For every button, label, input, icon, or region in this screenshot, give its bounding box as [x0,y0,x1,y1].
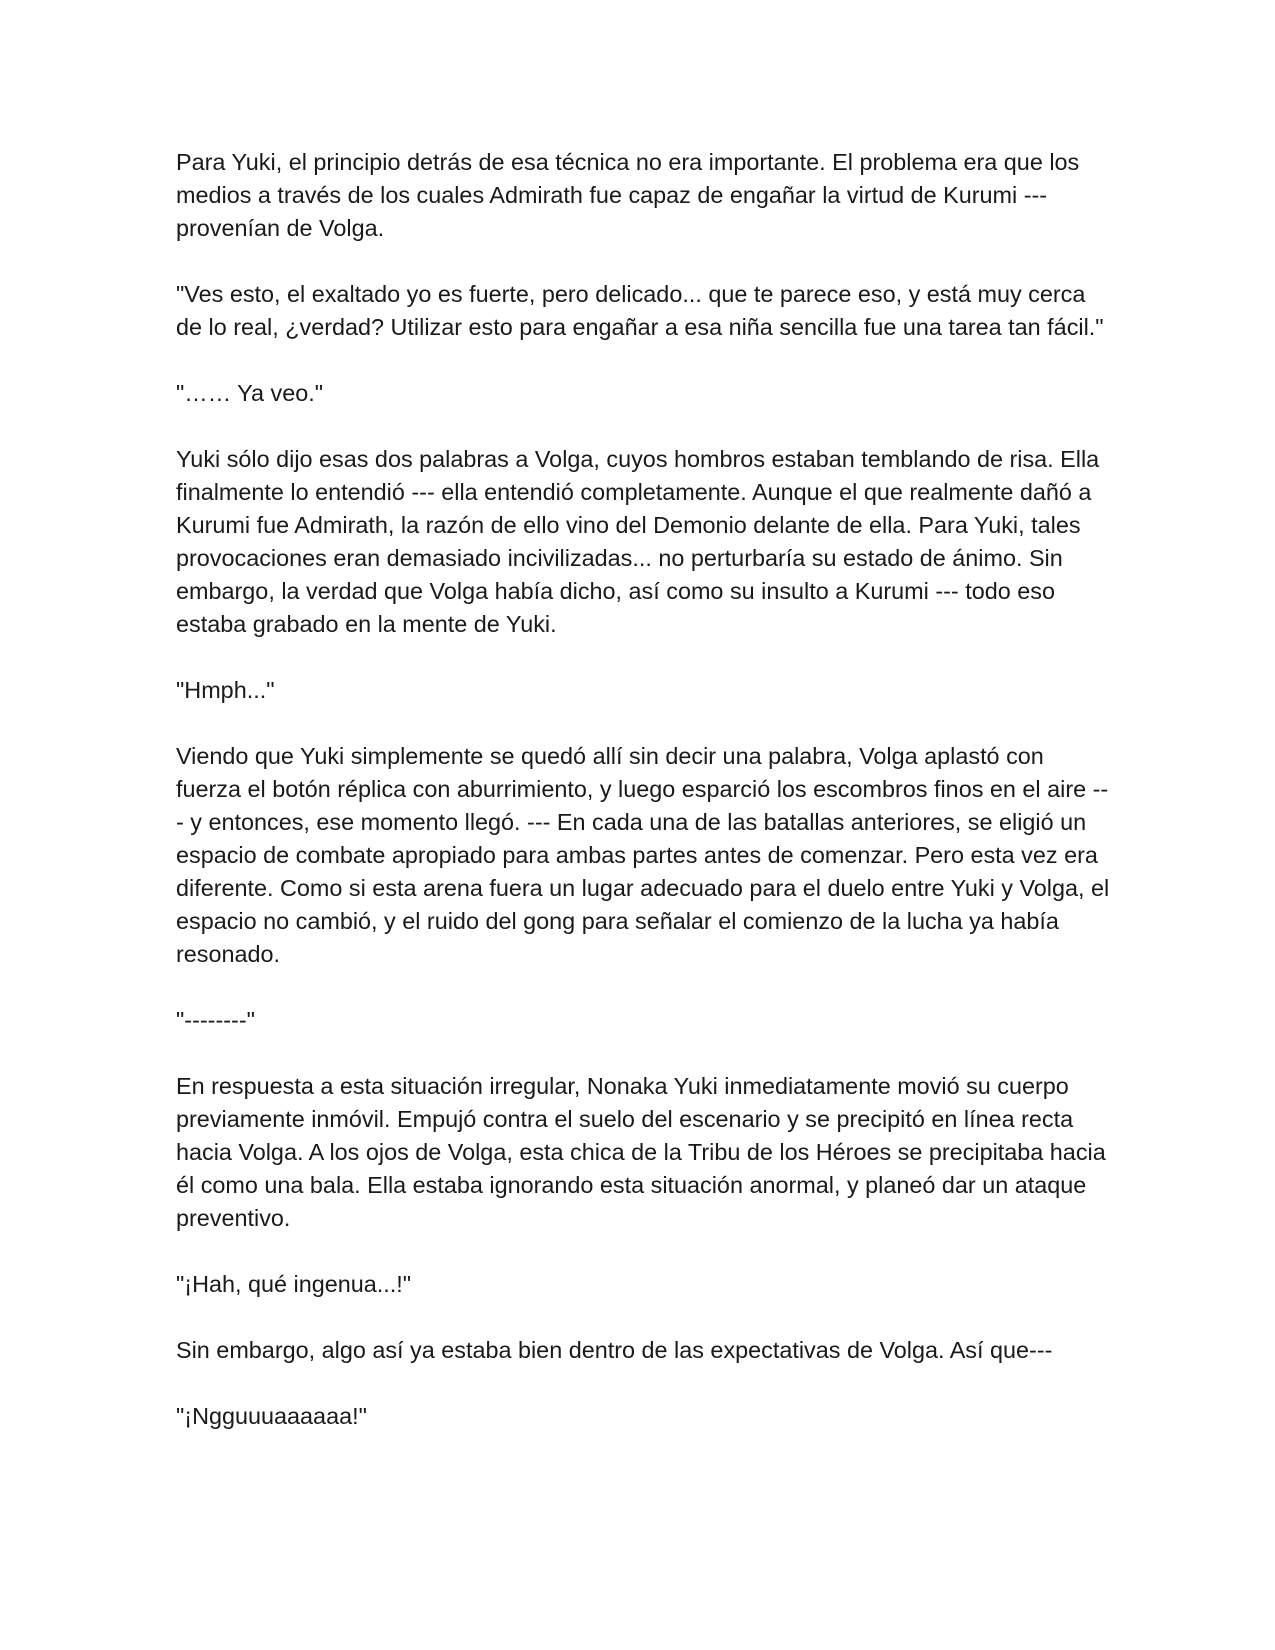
paragraph: "…… Ya veo." [176,380,324,406]
paragraph: "--------" [176,1007,255,1033]
paragraph: Yuki sólo dijo esas dos palabras a Volga, cuyos hombros estaban temblando de risa. Ella finalmente lo entendió --- ella entendió completamente. Aunque el que realmente dañó a Kurumi fue Admirath, la razón de ello vino del Demonio delante de ella. Para Yuki, tales provocaciones eran demasiado incivilizadas... no perturbaría su estado de ánimo. Sin embargo, la verdad que Volga había dicho, así como su insulto a Kurumi --- todo eso estaba grabado en la mente de Yuki. [176,446,1100,637]
paragraph: "¡Hah, qué ingenua...!" [176,1271,412,1297]
paragraph: Viendo que Yuki simplemente se quedó allí sin decir una palabra, Volga aplastó con fuerza el botón réplica con aburrimiento, y luego esparció los escombros finos en el aire --- y entonces, ese momento llegó. --- En cada una de las batallas anteriores, se eligió un espacio de combate apropiado para ambas partes antes de comenzar. Pero esta vez era diferente. Como si esta arena fuera un lugar adecuado para el duelo entre Yuki y Volga, el espacio no cambió, y el ruido del gong para señalar el comienzo de la lucha ya había resonado. [176,743,1110,967]
document-body [176,146,1111,1466]
paragraph: "Hmph..." [176,677,275,703]
paragraph: En respuesta a esta situación irregular, Nonaka Yuki inmediatamente movió su cuerpo previamente inmóvil. Empujó contra el suelo del escenario y se precipitó en línea recta hacia Volga. A los ojos de Volga, esta chica de la Tribu de los Héroes se precipitaba hacia él como una bala. Ella estaba ignorando esta situación anormal, y planeó dar un ataque preventivo. [176,1073,1106,1231]
paragraph: "Ves esto, el exaltado yo es fuerte, pero delicado... que te parece eso, y está muy cerca de lo real, ¿verdad? Utilizar esto para engañar a esa niña sencilla fue una tarea tan fácil." [176,281,1104,340]
paragraph: Para Yuki, el principio detrás de esa técnica no era importante. El problema era que los medios a través de los cuales Admirath fue capaz de engañar la virtud de Kurumi --- provenían de Volga. [176,149,1080,241]
paragraph: Sin embargo, algo así ya estaba bien dentro de las expectativas de Volga. Así que--- [176,1337,1053,1363]
paragraph: "¡Ngguuuaaaaaa!" [176,1403,367,1429]
